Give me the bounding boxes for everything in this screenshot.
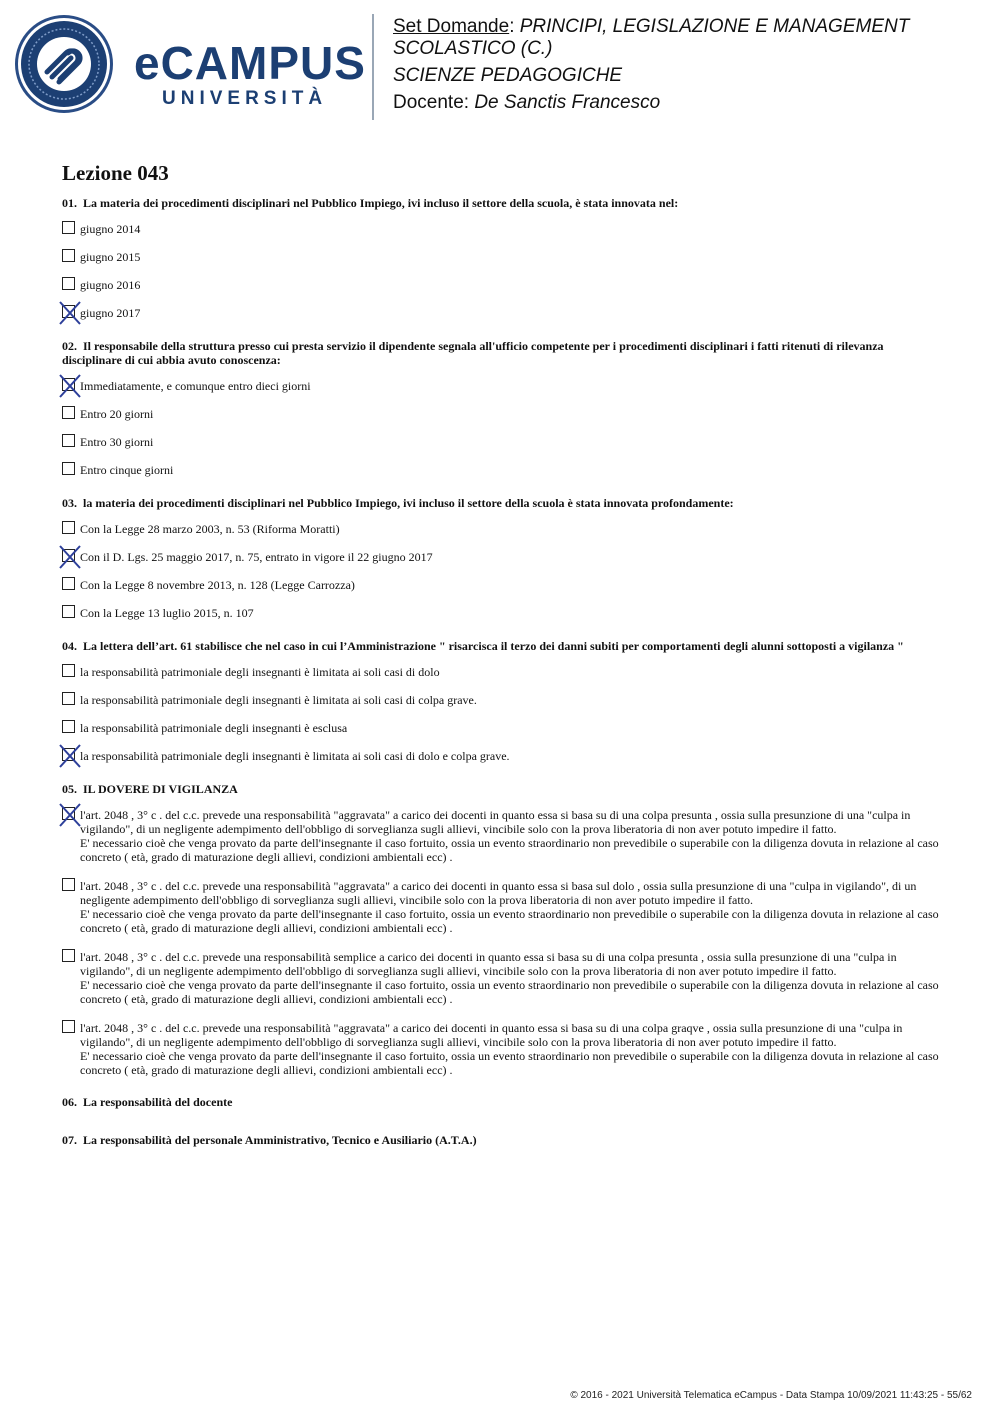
university-seal-logo [14,14,114,114]
question-text [62,496,940,510]
answer-text: Entro 30 giorni [80,435,154,449]
answer-option[interactable] [62,720,940,736]
answer-text: Con la Legge 8 novembre 2013, n. 128 (Legge Carrozza) [80,578,355,592]
answer-option[interactable] [62,462,940,478]
answer-text: l'art. 2048 , 3° c . del c.c. prevede una responsabilità "aggravata" a carico dei docenti in quanto essa si basa su di una colpa presunta , ossia sulla presunzione di una "culpa in vigilando", di un negligente adempimento dell'obbligo di sorveglianza sugli allievi, vincibile solo con la prova liberatoria di non aver potuto impedire il fatto. E' necessario cioè che venga provato da parte dell'insegnante il caso fortuito, ossia un evento straordinario non prevedibile o superabile con la diligenza dovuta in relazione al caso concreto ( età, grado di maturazione degli allievi, condizioni ambientali ecc) . [80,808,939,864]
answer-text: la responsabilità patrimoniale degli insegnanti è esclusa [80,721,348,735]
answer-option[interactable] [62,221,940,237]
answer-text: giugno 2016 [80,278,141,292]
checked-checkbox[interactable] [62,549,75,562]
answer-text: Entro cinque giorni [80,463,174,477]
answer-option[interactable] [62,748,940,764]
answer-text: l'art. 2048 , 3° c . del c.c. prevede una responsabilità semplice a carico dei docenti in quanto essa si basa su di una colpa presunta , ossia sulla presunzione di una "culpa in vigilando", di un negligente adempimento dell'obbligo di sorveglianza sugli allievi, vincibile solo con la prova liberatoria di non aver potuto impedire il fatto. E' necessario cioè che venga provato da parte dell'insegnante il caso fortuito, ossia un evento straordinario non prevedibile o superabile con la diligenza dovuta in relazione al caso concreto ( età, grado di maturazione degli allievi, condizioni ambientali ecc) . [80,950,939,1006]
answer-text: giugno 2017 [80,306,141,320]
answer-option[interactable] [62,277,940,293]
checkbox[interactable] [62,521,75,534]
checkbox[interactable] [62,605,75,618]
question-text [62,639,940,653]
quiz-content [62,160,940,1171]
checkbox[interactable] [62,664,75,677]
answer-option[interactable] [62,406,940,422]
cross-mark-icon [59,301,81,325]
checkbox[interactable] [62,221,75,234]
checkbox[interactable] [62,462,75,475]
checkbox[interactable] [62,434,75,447]
question-label: IL DOVERE DI VIGILANZA [83,782,238,796]
answer-option[interactable] [62,434,940,450]
question-label: la materia dei procedimenti disciplinari nel Pubblico Impiego, ivi incluso il settore della scuola è stata innovata profondamente: [83,496,734,510]
page-header [0,0,1000,130]
question-06 [62,1095,940,1109]
question-04 [62,639,940,764]
checkbox[interactable] [62,277,75,290]
answer-text: la responsabilità patrimoniale degli insegnanti è limitata ai soli casi di dolo e colpa grave. [80,749,510,763]
checked-checkbox[interactable] [62,305,75,318]
answer-option[interactable] [62,605,940,621]
answer-option[interactable] [62,549,940,565]
question-number: 06. [62,1095,77,1109]
question-list [62,196,940,1147]
answer-option[interactable] [62,949,940,1006]
answer-text: Con la Legge 28 marzo 2003, n. 53 (Riforma Moratti) [80,522,340,536]
question-07 [62,1133,940,1147]
checkbox[interactable] [62,720,75,733]
answer-option[interactable] [62,1020,940,1077]
course-name: PRINCIPI, LEGISLAZIONE E MANAGEMENT SCOLASTICO (C.) [393,16,910,59]
question-number: 04. [62,639,77,653]
question-text [62,782,940,796]
answer-option[interactable] [62,692,940,708]
header-divider [372,14,374,120]
answer-text: Immediatamente, e comunque entro dieci giorni [80,379,311,393]
question-label: La responsabilità del docente [83,1095,233,1109]
question-label: La responsabilità del personale Amministrativo, Tecnico e Ausiliario (A.T.A.) [83,1133,477,1147]
checkbox[interactable] [62,692,75,705]
checkbox[interactable] [62,406,75,419]
question-text [62,1095,940,1109]
answer-option[interactable] [62,878,940,935]
answer-text: Con il D. Lgs. 25 maggio 2017, n. 75, entrato in vigore il 22 giugno 2017 [80,550,433,564]
question-number: 01. [62,196,77,210]
cross-mark-icon [59,803,81,827]
question-number: 07. [62,1133,77,1147]
answer-text: giugno 2014 [80,222,141,236]
logo-universita-text: UNIVERSITÀ [162,88,328,109]
question-text [62,196,940,210]
answer-option[interactable] [62,521,940,537]
checked-checkbox[interactable] [62,807,75,820]
checkbox[interactable] [62,949,75,962]
set-label: Set Domande [393,16,510,37]
course-line [393,16,983,60]
answer-option[interactable] [62,807,940,864]
teacher-name: De Sanctis Francesco [474,92,661,113]
question-03 [62,496,940,621]
lesson-title: Lezione 043 [62,161,169,185]
checkbox[interactable] [62,249,75,262]
checkbox[interactable] [62,1020,75,1033]
checkbox[interactable] [62,878,75,891]
question-text [62,339,940,367]
question-05 [62,782,940,1077]
question-label: La lettera dell’art. 61 stabilisce che nel caso in cui l’Amministrazione " risarcisca il terzo dei danni subiti per comportamenti degli alunni sottoposti a vigilanza " [83,639,904,653]
cross-mark-icon [59,374,81,398]
question-text [62,1133,940,1147]
logo-ecampus-text: eCAMPUS [134,37,366,89]
answer-text: l'art. 2048 , 3° c . del c.c. prevede una responsabilità "aggravata" a carico dei docenti in quanto essa si basa su di una colpa graqve , ossia sulla presunzione di una "culpa in vigilando", di un negligente adempimento dell'obbligo di sorveglianza sugli allievi, vincibile solo con la prova liberatoria di non aver potuto impedire il fatto. E' necessario cioè che venga provato da parte dell'insegnante il caso fortuito, ossia un evento straordinario non prevedibile o superabile con la diligenza dovuta in relazione al caso concreto ( età, grado di maturazione degli allievi, condizioni ambientali ecc) . [80,1021,939,1077]
answer-text: Con la Legge 13 luglio 2015, n. 107 [80,606,254,620]
question-label: La materia dei procedimenti disciplinari nel Pubblico Impiego, ivi incluso il settore della scuola, è stata innovata nel: [83,196,679,210]
answer-text: la responsabilità patrimoniale degli insegnanti è limitata ai soli casi di dolo [80,665,440,679]
answer-text: l'art. 2048 , 3° c . del c.c. prevede una responsabilità "aggravata" a carico dei docenti in quanto essa si basa sul dolo , ossia sulla presunzione di una "culpa in vigilando", di un negligente adempimento dell'obbligo di sorveglianza sugli allievi, vincibile solo con la prova liberatoria di non aver potuto impedire il fatto. E' necessario cioè che venga provato da parte dell'insegnante il caso fortuito, ossia un evento straordinario non prevedibile o superabile con la diligenza dovuta in relazione al caso concreto ( età, grado di maturazione degli allievi, condizioni ambientali ecc) . [80,879,939,935]
question-number: 05. [62,782,77,796]
question-02 [62,339,940,478]
teacher-label: Docente: [393,92,475,113]
teacher-line [393,92,983,114]
answer-option[interactable] [62,378,940,394]
question-number: 02. [62,339,77,353]
cross-mark-icon [59,545,81,569]
answer-option[interactable] [62,577,940,593]
answer-text: la responsabilità patrimoniale degli insegnanti è limitata ai soli casi di colpa grave. [80,693,477,707]
page-footer: © 2016 - 2021 Università Telematica eCampus - Data Stampa 10/09/2021 11:43:25 - 55/62 [570,1390,972,1401]
answer-text: Entro 20 giorni [80,407,154,421]
question-01 [62,196,940,321]
answer-text: giugno 2015 [80,250,141,264]
answer-option[interactable] [62,664,940,680]
header-info [393,16,983,114]
checkbox[interactable] [62,577,75,590]
answer-option[interactable] [62,249,940,265]
cross-mark-icon [59,744,81,768]
checked-checkbox[interactable] [62,748,75,761]
answer-option[interactable] [62,305,940,321]
question-number: 03. [62,496,77,510]
set-separator: : [509,16,520,37]
faculty-name: SCIENZE PEDAGOGICHE [393,65,623,86]
checked-checkbox[interactable] [62,378,75,391]
question-label: Il responsabile della struttura presso cui presta servizio il dipendente segnala all'ufficio competente per i procedimenti disciplinari i fatti ritenuti di rilevanza disciplinare di cui abbia avuto conoscenza: [62,339,884,367]
